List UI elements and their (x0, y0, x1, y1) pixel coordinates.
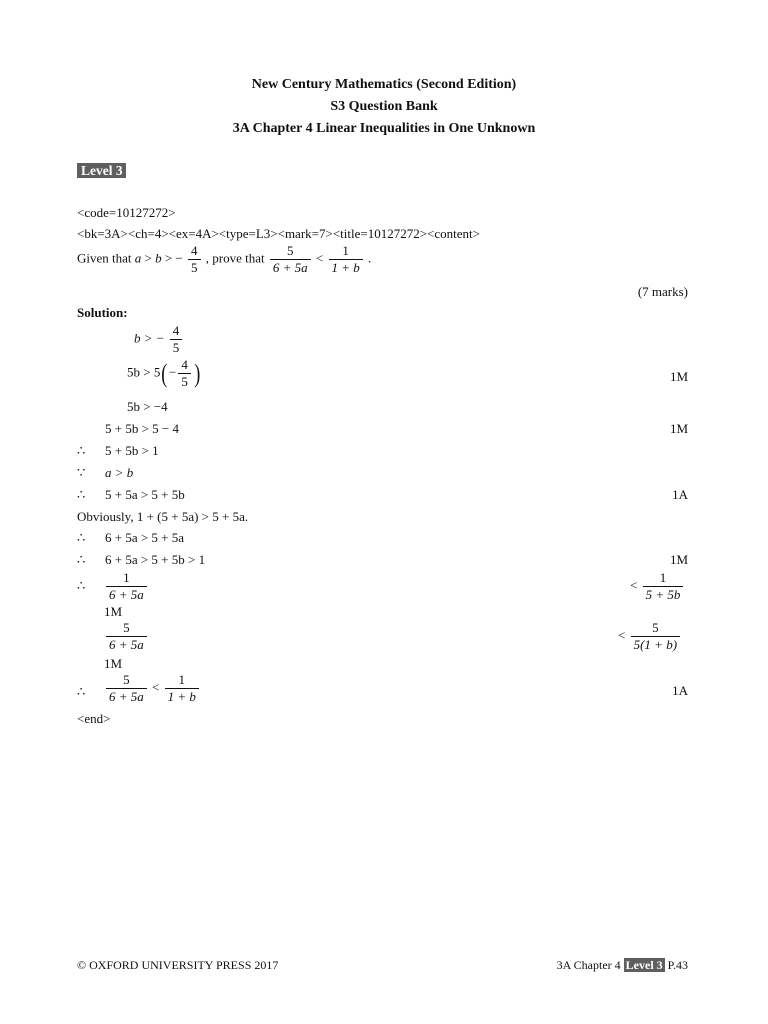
mark-1m: 1M (669, 552, 688, 567)
frac-den: 5 (178, 373, 191, 389)
gt-sign: > (144, 250, 152, 266)
mark-1m: 1M (669, 369, 688, 384)
therefore-icon: ∴ (77, 487, 86, 502)
frac-den: 6 + 5a (106, 688, 147, 704)
code-line: <code=10127272> (77, 205, 176, 220)
level-badge-label: Level 3 (77, 163, 126, 178)
level-badge (77, 162, 126, 179)
therefore-icon: ∴ (77, 530, 86, 545)
frac-num: 4 (181, 357, 188, 372)
fraction (165, 673, 199, 704)
footer-chapter: 3A Chapter 4 (556, 958, 621, 972)
solution-line-13 (104, 673, 201, 704)
frac-den: 1 + b (165, 688, 199, 704)
solution-line-5: 5 + 5b > 1 (105, 443, 159, 458)
mark-1a: 1A (672, 683, 688, 698)
frac-den: 5 (188, 259, 201, 275)
frac-num: 4 (191, 243, 198, 258)
meta-line: <bk=3A><ch=4><ex=4A><type=L3><mark=7><title=10127272><content> (77, 226, 480, 241)
page-number: P.43 (667, 958, 688, 972)
frac-num: 5 (652, 620, 659, 635)
prove-that: , prove that (205, 250, 265, 266)
mark-1a: 1A (672, 487, 688, 502)
frac-num: 5 (123, 672, 130, 687)
frac-den: 6 + 5a (270, 259, 311, 275)
solution-line-12 (104, 621, 149, 652)
frac-num: 1 (178, 672, 186, 687)
frac-num: 1 (123, 570, 130, 585)
frac-den: 6 + 5a (106, 636, 147, 652)
frac-num: 5 (123, 620, 130, 635)
therefore-icon: ∴ (77, 443, 86, 458)
solution-line-3: 5b > −4 (127, 399, 168, 414)
fraction-lhs (270, 244, 311, 275)
therefore-icon: ∴ (77, 578, 86, 593)
frac-den: 1 + b (329, 259, 363, 275)
frac-den: 5(1 + b) (631, 636, 680, 652)
solution-line-8: Obviously, 1 + (5 + 5a) > 5 + 5a. (77, 509, 249, 524)
solution-line-1 (134, 324, 184, 355)
fraction (106, 673, 147, 704)
frac-num: 5 (287, 243, 294, 258)
copyright: © OXFORD UNIVERSITY PRESS 2017 (77, 958, 279, 972)
fraction (178, 358, 191, 389)
mark-1m: 1M (669, 421, 688, 436)
frac-den: 6 + 5a (106, 586, 147, 602)
frac-num: 1 (659, 570, 667, 585)
fraction-4-5 (188, 244, 201, 275)
mark-1m: 1M (104, 604, 123, 619)
period: . (368, 250, 372, 266)
therefore-icon: ∴ (77, 552, 86, 567)
because-icon: ∵ (77, 465, 86, 480)
doc-title: New Century Mathematics (Second Edition) (251, 77, 517, 92)
var-a: a (134, 250, 142, 266)
chapter-title: 3A Chapter 4 Linear Inequalities in One Unknown (232, 121, 536, 136)
solution-line-6: a > b (105, 465, 134, 480)
footer-level-badge: Level 3 (625, 958, 663, 972)
solution-line-12-right (618, 621, 682, 652)
lt-sign: < (630, 577, 638, 593)
therefore-icon: ∴ (77, 684, 86, 699)
solution-line-11 (104, 571, 149, 602)
frac-den: 5 + 5b (643, 586, 684, 602)
mark-1m: 1M (104, 656, 123, 671)
solution-line-2 (127, 358, 202, 389)
frac-den: 5 (170, 339, 183, 355)
marks-total: (7 marks) (637, 284, 688, 299)
paren-open: ( (161, 358, 168, 388)
solution-line-7: 5 + 5a > 5 + 5b (105, 487, 185, 502)
expr: b > − (134, 330, 165, 346)
expr: 5b > 5 (127, 364, 161, 380)
solution-line-4: 5 + 5b > 5 − 4 (105, 421, 179, 436)
solution-line-9: 6 + 5a > 5 + 5a (105, 530, 185, 545)
frac-num: 4 (172, 323, 180, 338)
fraction-rhs (329, 244, 363, 275)
solution-line-10: 6 + 5a > 5 + 5b > 1 (105, 552, 206, 567)
fraction (170, 324, 183, 355)
fraction (106, 571, 147, 602)
doc-subtitle: S3 Question Bank (330, 99, 438, 114)
fraction (106, 621, 147, 652)
given-that: Given that (77, 250, 132, 266)
gt-neg-sign: > − (164, 250, 183, 266)
end-tag: <end> (77, 711, 111, 726)
solution-line-11-right (630, 571, 685, 602)
lt-sign: < (152, 679, 160, 695)
fraction (631, 621, 680, 652)
fraction (643, 571, 684, 602)
lt-sign: < (618, 627, 626, 643)
question-text (77, 244, 371, 275)
minus: − (169, 364, 177, 380)
lt-sign: < (315, 250, 324, 266)
footer-right (557, 958, 688, 973)
var-b: b (155, 250, 162, 266)
solution-label: Solution: (77, 305, 128, 320)
frac-num: 1 (342, 243, 349, 258)
paren-close: ) (194, 358, 201, 388)
